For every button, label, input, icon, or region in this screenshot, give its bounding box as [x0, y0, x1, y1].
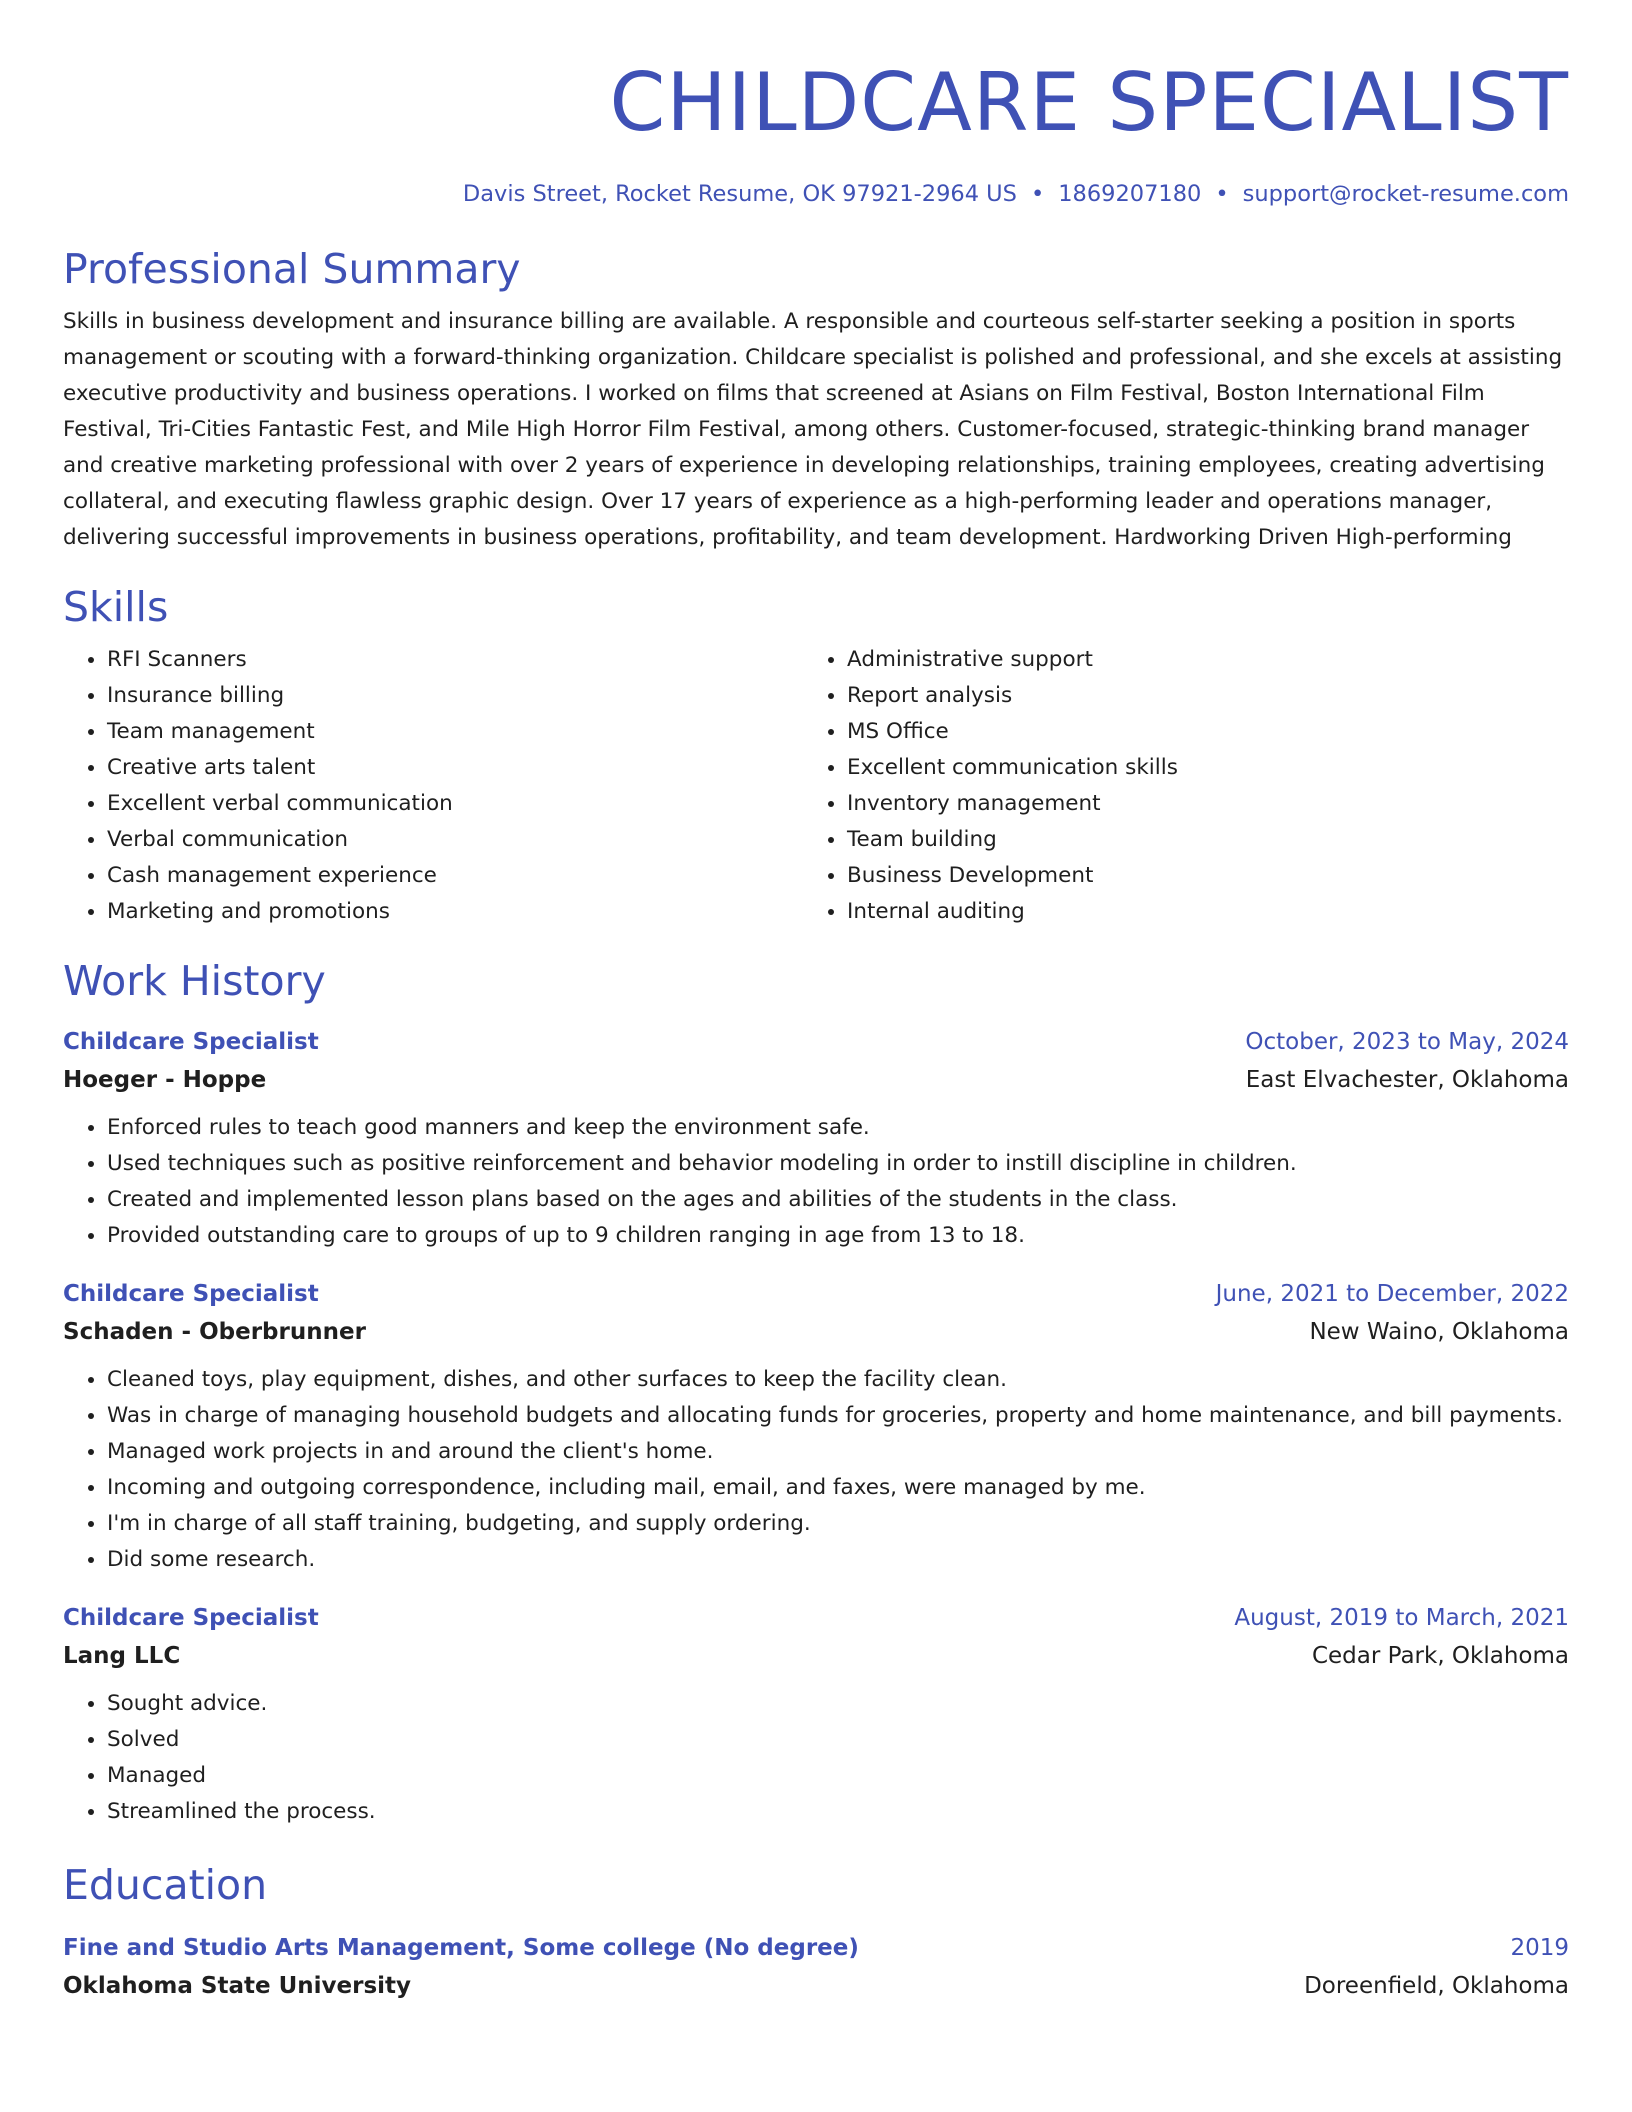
education-degree: Fine and Studio Arts Management, Some college (No degree)	[63, 1935, 859, 1961]
skills-list	[63, 642, 1569, 930]
skill-item: • MS Office	[847, 714, 1569, 750]
work-history-heading: Work History	[63, 957, 326, 1005]
job-location: Cedar Park, Oklahoma	[1311, 1643, 1569, 1669]
skills-column-right	[803, 642, 1569, 930]
skill-item: • Business Development	[847, 858, 1569, 894]
education-year: 2019	[1510, 1935, 1569, 1961]
job-duty: • Solved	[107, 1722, 1569, 1758]
job-dates: June, 2021 to December, 2022	[1215, 1281, 1569, 1307]
skill-item: • Cash management experience	[107, 858, 803, 894]
skills-column-left	[63, 642, 803, 930]
skill-item: • Marketing and promotions	[107, 894, 803, 930]
contact-line	[63, 178, 1569, 210]
job-title: Childcare Specialist	[63, 1029, 319, 1055]
job-location: New Waino, Oklahoma	[1309, 1319, 1569, 1345]
job-duty: • Used techniques such as positive reinforcement and behavior modeling in order to instill discipline in children.	[107, 1146, 1569, 1182]
job-duties	[63, 1686, 1569, 1830]
job-entry	[63, 1600, 1569, 1830]
education-school: Oklahoma State University	[63, 1973, 412, 1999]
job-duty: • Sought advice.	[107, 1686, 1569, 1722]
job-duty: • Managed	[107, 1758, 1569, 1794]
job-duty: • Created and implemented lesson plans based on the ages and abilities of the students in the class.	[107, 1182, 1569, 1218]
job-duty: • Incoming and outgoing correspondence, including mail, email, and faxes, were managed by me.	[107, 1470, 1569, 1506]
skill-item: • Report analysis	[847, 678, 1569, 714]
contact-separator: •	[1215, 181, 1229, 207]
skill-item: • RFI Scanners	[107, 642, 803, 678]
job-company: Hoeger - Hoppe	[63, 1067, 267, 1093]
job-duty: • Did some research.	[107, 1542, 1569, 1578]
contact-phone: 1869207180	[1058, 181, 1202, 207]
skill-item: • Excellent verbal communication	[107, 786, 803, 822]
job-duty: • Managed work projects in and around the client's home.	[107, 1434, 1569, 1470]
job-company: Schaden - Oberbrunner	[63, 1319, 366, 1345]
job-duty: • Cleaned toys, play equipment, dishes, and other surfaces to keep the facility clean.	[107, 1362, 1569, 1398]
skill-item: • Team building	[847, 822, 1569, 858]
skill-item: • Insurance billing	[107, 678, 803, 714]
job-entry	[63, 1024, 1569, 1254]
skill-item: • Inventory management	[847, 786, 1569, 822]
job-duty: • Enforced rules to teach good manners and keep the environment safe.	[107, 1110, 1569, 1146]
skill-item: • Excellent communication skills	[847, 750, 1569, 786]
contact-separator: •	[1030, 181, 1045, 207]
job-duties	[63, 1362, 1569, 1578]
skill-item: • Administrative support	[847, 642, 1569, 678]
job-company: Lang LLC	[63, 1643, 181, 1669]
contact-email: support@rocket-resume.com	[1242, 181, 1569, 207]
job-dates: August, 2019 to March, 2021	[1234, 1605, 1569, 1631]
summary-heading: Professional Summary	[63, 245, 521, 293]
job-duty: • Provided outstanding care to groups of up to 9 children ranging in age from 13 to 18.	[107, 1218, 1569, 1254]
job-entry	[63, 1276, 1569, 1578]
skill-item: • Internal auditing	[847, 894, 1569, 930]
job-dates: October, 2023 to May, 2024	[1245, 1029, 1569, 1055]
job-title: Childcare Specialist	[63, 1605, 319, 1631]
skill-item: • Team management	[107, 714, 803, 750]
education-heading: Education	[63, 1861, 268, 1909]
job-duty: • Was in charge of managing household budgets and allocating funds for groceries, property and home maintenance, and bill payments.	[107, 1398, 1569, 1434]
resume-name: CHILDCARE SPECIALIST	[609, 56, 1569, 149]
summary-text: Skills in business development and insurance billing are available. A responsible and courteous self-starter seeking a position in sports management or scouting with a forward-thinking organization. Childcare specialist is polished and professional, and she excels at assisting executive productivity and business operations. I worked on films that screened at Asians on Film Festival, Boston International Film Festival, Tri-Cities Fantastic Fest, and Mile High Horror Film Festival, among others. Customer-focused, strategic-thinking brand manager and creative marketing professional with over 2 years of experience in developing relationships, training employees, creating advertising collateral, and executing flawless graphic design. Over 17 years of experience as a high-performing leader and operations manager, delivering successful improvements in business operations, profitability, and team development. Hardworking Driven High-performing	[63, 309, 1563, 550]
contact-address: Davis Street, Rocket Resume, OK 97921-2964 US	[462, 181, 1017, 207]
job-duties	[63, 1110, 1569, 1254]
job-location: East Elvachester, Oklahoma	[1245, 1067, 1569, 1093]
skills-heading: Skills	[63, 583, 169, 631]
job-title: Childcare Specialist	[63, 1281, 319, 1307]
skill-item: • Verbal communication	[107, 822, 803, 858]
education-location: Doreenfield, Oklahoma	[1304, 1973, 1569, 1999]
skill-item: • Creative arts talent	[107, 750, 803, 786]
job-duty: • I'm in charge of all staff training, budgeting, and supply ordering.	[107, 1506, 1569, 1542]
education-entry	[63, 1930, 1569, 2006]
job-duty: • Streamlined the process.	[107, 1794, 1569, 1830]
